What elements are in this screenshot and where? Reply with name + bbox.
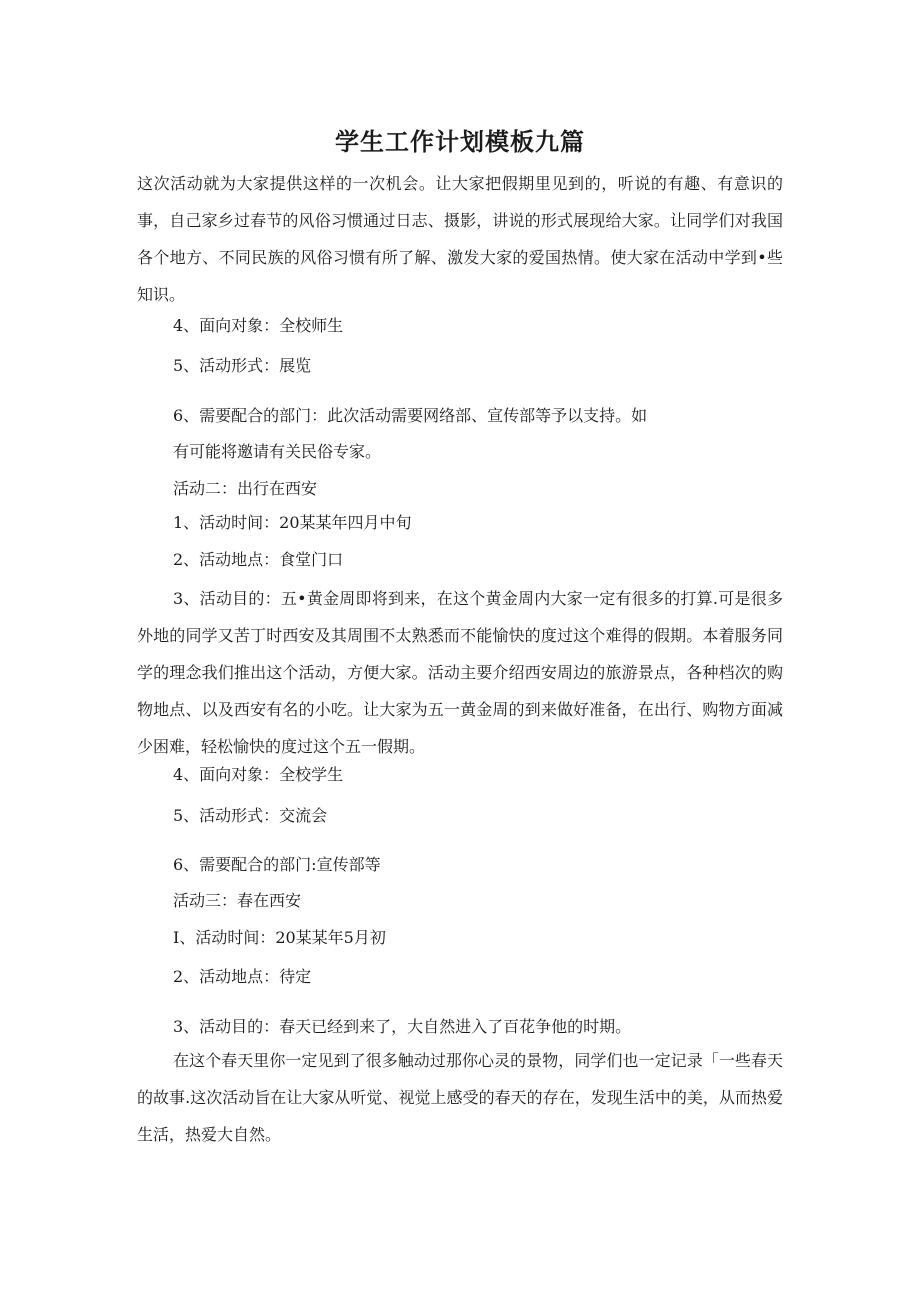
line-activity-location-3: 2、活动地点：待定 (173, 967, 312, 986)
line-departments-1: 6、需要配合的部门：此次活动需要网络部、宣传部等予以支持。如 (173, 406, 648, 425)
line-departments-2: 6、需要配合的部门:宣传部等 (173, 855, 381, 874)
line-activity-form-2: 5、活动形式：交流会 (173, 806, 328, 825)
line-target-audience-1: 4、面向对象：全校师生 (173, 316, 344, 335)
spring-paragraph: 在这个春天里你一定见到了很多触动过那你心灵的景物，同学们也一定记录「一些春天的故事.这次活动旨在让大家从听觉、视觉上感受的春天的存在，发现生活中的美，从而热爱生活，热爱大自然。 (137, 1051, 783, 1144)
line-activity-location-2: 2、活动地点：食堂门口 (173, 550, 344, 569)
heading-activity-2: 活动二：出行在西安 (173, 479, 318, 498)
line-activity-form-1: 5、活动形式：展览 (173, 356, 312, 375)
goal-paragraph-2: 3、活动目的：五•黄金周即将到来，在这个黄金周内大家一定有很多的打算.可是很多外地的同学又苦丁时西安及其周围不太熟悉而不能愉快的度过这个难得的假期。本着服务同学的理念我们推出这个活动，方便大家。活动主要介绍西安周边的旅游景点，各种档次的购物地点、以及西安有名的小吃。让大家为五一黄金周的到来做好准备，在出行、购物方面减少困难，轻松愉快的度过这个五一假期。 (137, 589, 783, 756)
line-activity-time-3: I、活动时间：20某某年5月初 (173, 928, 386, 947)
heading-activity-3: 活动三：春在西安 (173, 891, 302, 910)
intro-paragraph: 这次活动就为大家提供这样的一次机会。让大家把假期里见到的，听说的有趣、有意识的事，自己家乡过春节的风俗习惯通过日志、摄影，讲说的形式展现给大家。让同学们对我国各个地方、不同民族的风俗习惯有所了解、激发大家的爱国热情。使大家在活动中学到•些知识。 (137, 174, 783, 304)
line-target-audience-2: 4、面向对象：全校学生 (173, 765, 344, 784)
line-activity-time-2: 1、活动时间：20某某年四月中旬 (173, 513, 412, 532)
line-experts: 有可能将邀请有关民俗专家。 (173, 442, 382, 461)
line-activity-goal-3: 3、活动目的：春天已经到来了，大自然进入了百花争他的时期。 (173, 1017, 632, 1036)
document-title: 学生工作计划模板九篇 (335, 128, 585, 156)
